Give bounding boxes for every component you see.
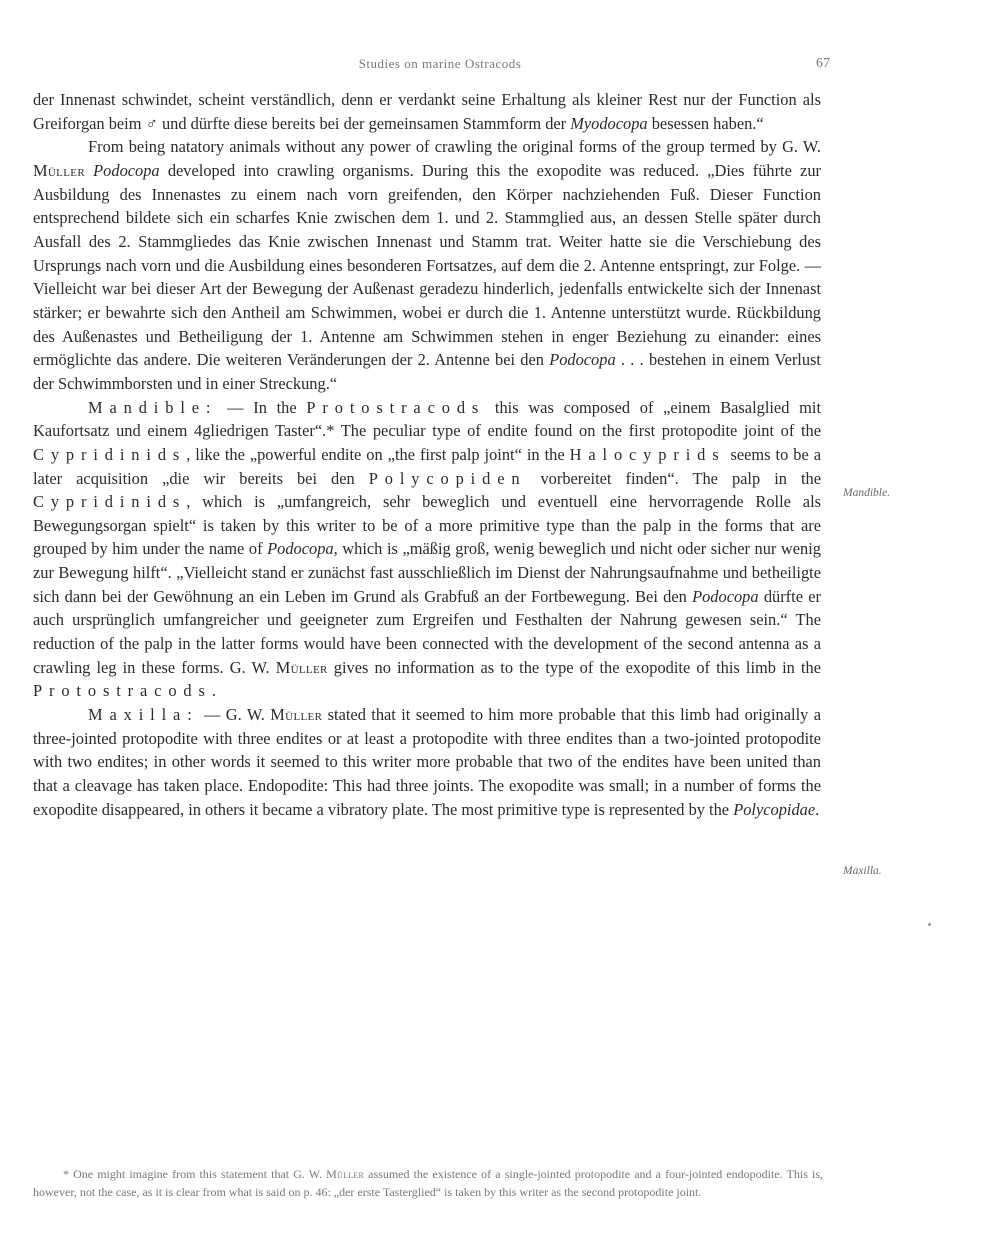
text-run: , which is „umfangreich, sehr beweglich und eventuell eine hervorragende Rolle als Bewegungsorgan spielt“ is taken by this writer to be of a more primitive type than the palp in the forms that are grouped by him under the name of	[33, 492, 821, 559]
text-run: , which is „mäßig groß, wenig beweglich und nicht oder sicher nur wenig zur Bewegung hilft“. „Vielleicht stand er zunächst fast ausschließlich im Dienst der Nahrungsaufnahme und betheiligte sich dann bei der Gewöhnung an ein Leben im Grund als Grabfuß an der Fortbewegung. Bei den	[33, 539, 821, 606]
paragraph-2	[33, 135, 821, 395]
paragraph-mandible	[33, 396, 821, 704]
text-run: developed into crawling organisms. During this the exopodite was reduced. „Dies führte zur Ausbildung des Innenastes zu einem nach vorn greifenden, den Körper nachziehenden Fuß. Dieser Function entsprechend bildete sich ein scharfes Knie zwischen dem 1. und 2. Stammglied aus, an dessen Stelle später durch Ausfall des 2. Stammgliedes das Knie zwischen Innenast und Stamm trat. Weiter hatte sie die Verschiebung des Ursprungs nach vorn und die Ausbildung eines besonderen Fortsatzes, auf dem die 2. Antenne entspringt, zur Folge. — Vielleicht war bei dieser Art der Bewegung der Außenast geradezu hinderlich, jedenfalls entwickelte sich der Innenast stärker; er bewahrte sich den Antheil am Schwimmen, wobei er durch die 1. Antenne unterstützt wurde. Rückbildung des Außenastes und Betheiligung der 1. Antenne am Schwimmen stehen in enger Beziehung zu einander: eines ermöglichte das andere. Die weiteren Veränderungen der 2. Antenne bei den	[33, 160, 821, 370]
text-run: , like the „powerful endite on „the first palp joint“ in the	[186, 444, 570, 464]
section-heading-maxilla: Maxilla:	[88, 705, 199, 725]
taxon-name: Podocopa	[267, 539, 334, 559]
margin-note-maxilla: Maxilla.	[843, 865, 882, 877]
text-run: . . . bestehen in einem Verlust der Schwimmborsten und in einer Streckung.“	[33, 350, 821, 393]
text-run: gives no information as to the type of the exopodite of this limb in the	[327, 657, 821, 677]
footnote	[33, 1165, 823, 1201]
text-run: * One might imagine from this statement that G. W.	[63, 1167, 327, 1181]
text-run: seems to be a later acquisition „die wir bereits bei den	[33, 444, 821, 488]
taxon-name: Polycopidae	[733, 799, 816, 819]
text-run: From being natatory animals without any power of crawling the original forms of the group termed by G. W.	[88, 137, 821, 157]
paragraph-1	[33, 88, 821, 135]
print-speck	[928, 923, 931, 926]
footnote-text	[33, 1165, 823, 1201]
taxon-name: Cypridinids	[33, 444, 187, 464]
text-run: besessen haben.“	[647, 113, 764, 133]
page-header	[0, 56, 998, 78]
taxon-name: Podocopa	[93, 160, 160, 180]
taxon-name: Myodocopa	[570, 113, 648, 133]
text-run: this was composed of „einem Basalglied mit Kaufortsatz und einem 4gliedrigen Taster“.* The peculiar type of endite found on the first protopodite joint of the	[33, 397, 821, 441]
author-name: Müller	[275, 657, 328, 677]
body-text	[33, 88, 821, 821]
author-name: Müller	[33, 160, 85, 180]
text-run	[85, 161, 93, 180]
taxon-name: Protostracods	[306, 397, 486, 417]
author-name: Müller	[326, 1167, 365, 1181]
text-run: — G. W.	[198, 705, 271, 725]
text-run: der Innenast schwindet, scheint verständlich, denn er verdankt seine Erhaltung als kleiner Rest nur der Function als Greiforgan beim ♂ und dürfte diese bereits bei der gemeinsamen Stammform der	[33, 90, 821, 133]
page-number: 67	[816, 56, 830, 71]
text-run: — In the	[217, 397, 307, 417]
taxon-name: Podocopa	[549, 350, 616, 370]
author-name: Müller	[270, 705, 323, 725]
text-run: vorbereitet finden“. The palp in the	[526, 468, 821, 488]
text-run: .	[815, 799, 820, 819]
paragraph-maxilla	[33, 703, 821, 821]
taxon-name: Halocyprids	[569, 444, 726, 464]
taxon-name: Cypridinids	[33, 492, 187, 512]
text-run: stated that it seemed to him more probable that this limb had originally a three-jointed protopodite with three endites or at least a protopodite with three endites than a two-jointed protopodite with two endites; in other words it seemed to this writer more probable that two of the endites have been united than that a cleavage has taken place. Endopodite: This had three joints. The exopodite was small; in a number of forms the exopodite disappeared, in others it became a vibratory plate. The most primitive type is represented by the	[33, 705, 821, 819]
text-run: assumed the existence of a single-jointed protopodite and a four-jointed endopodite. This is, however, not the case, as it is clear from what is said on p. 46: „der erste Tasterglied“ is taken by this writer as the second protopodite joint.	[33, 1167, 823, 1199]
text-run: dürfte er auch ursprünglich umfangreicher und geeigneter zum Ergreifen und Festhalten der Nahrung gewesen sein.“ The reduction of the palp in the latter forms would have been connected with the development of the second antenna as a crawling leg in these forms. G. W.	[33, 586, 821, 677]
running-title: Studies on marine Ostracods	[358, 56, 522, 71]
taxon-name: Protostracods	[33, 681, 212, 701]
taxon-name: Polycopiden	[368, 468, 527, 488]
taxon-name: Podocopa	[692, 586, 759, 606]
section-heading-mandible: Mandible:	[88, 397, 218, 417]
margin-note-mandible: Mandible.	[843, 487, 890, 499]
text-run: .	[211, 681, 216, 701]
